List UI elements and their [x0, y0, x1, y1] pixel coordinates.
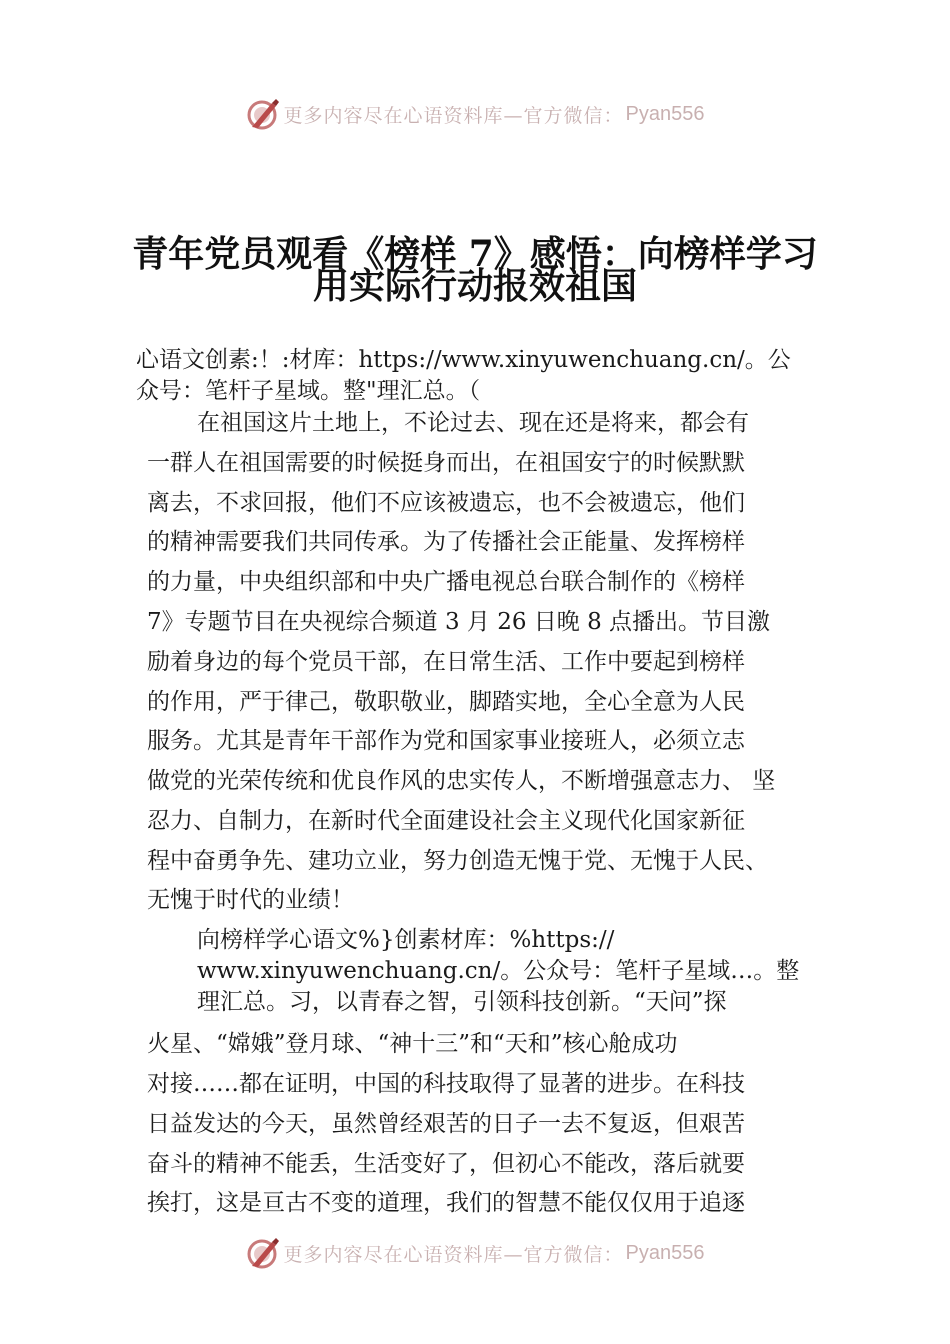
- watermark-text: 更多内容尽在心语资料库—官方微信：: [283, 104, 624, 127]
- watermark-handle: Pyan556: [625, 102, 705, 125]
- paragraph-line: 忍力、自制力，在新时代全面建设社会主义现代化国家新征: [147, 808, 745, 834]
- pen-logo-icon: [246, 97, 280, 131]
- footer-watermark: [0, 1233, 950, 1273]
- paragraph-line: 在祖国这片土地上，不论过去、现在还是将来，都会有: [197, 410, 749, 436]
- paragraph-line: 服务。尤其是青年干部作为党和国家事业接班人，必须立志: [147, 728, 745, 754]
- paragraph-line: 挨打，这是亘古不变的道理，我们的智慧不能仅仅用于追逐: [147, 1190, 745, 1216]
- paragraph-line: 离去，不求回报，他们不应该被遗忘，也不会被遗忘，他们: [147, 490, 745, 516]
- paragraph-line: 对接……都在证明，中国的科技取得了显著的进步。在科技: [147, 1071, 745, 1097]
- intro-line: 众号：笔杆子星域。整"理汇总。（: [136, 378, 481, 404]
- paragraph-line: 7》专题节目在央视综合频道 3 月 26 日晚 8 点播出。节目激: [147, 609, 771, 635]
- paragraph-line: 程中奋勇争先、建功立业，努力创造无愧于党、无愧于人民、: [147, 848, 768, 874]
- paragraph-line: 一群人在祖国需要的时候挺身而出，在祖国安宁的时候默默: [147, 450, 745, 476]
- page-title-line1: 青年党员观看《榜样 7》感悟：向榜样学习: [132, 233, 818, 275]
- section-heading-line: www.xinyuwenchuang.cn/。公众号：笔杆子星域…。整: [197, 958, 800, 984]
- paragraph-line: 励着身边的每个党员干部，在日常生活、工作中要起到榜样: [147, 649, 745, 675]
- header-watermark: [0, 94, 950, 134]
- paragraph-line: 日益发达的今天，虽然曾经艰苦的日子一去不复返，但艰苦: [147, 1111, 745, 1137]
- paragraph-line: 奋斗的精神不能丢，生活变好了，但初心不能改，落后就要: [147, 1151, 745, 1177]
- paragraph-line: 做党的光荣传统和优良作风的忠实传人，不断增强意志力、 坚: [147, 768, 776, 794]
- paragraph-line: 无愧于时代的业绩！: [147, 887, 354, 913]
- section-heading-line: 理汇总。习，以青春之智，引领科技创新。“天问”探: [197, 989, 727, 1015]
- pen-logo-icon: [246, 1236, 280, 1270]
- watermark-handle: Pyan556: [625, 1241, 705, 1264]
- paragraph-line: 火星、“嫦娥”登月球、“神十三”和“天和”核心舱成功: [147, 1031, 678, 1057]
- page-title-line2: 用实际行动报效祖国: [312, 265, 637, 307]
- watermark-text: 更多内容尽在心语资料库—官方微信：: [283, 1243, 624, 1266]
- paragraph-line: 的力量，中央组织部和中央广播电视总台联合制作的《榜样: [147, 569, 745, 595]
- paragraph-line: 的作用，严于律己，敬职敬业，脚踏实地，全心全意为人民: [147, 689, 745, 715]
- section-heading-line: 向榜样学心语文%}创素材库：%https://: [197, 927, 615, 953]
- paragraph-line: 的精神需要我们共同传承。为了传播社会正能量、发挥榜样: [147, 529, 745, 555]
- intro-line: 心语文创素:！:材库：https://www.xinyuwenchuang.cn/。公: [136, 347, 791, 373]
